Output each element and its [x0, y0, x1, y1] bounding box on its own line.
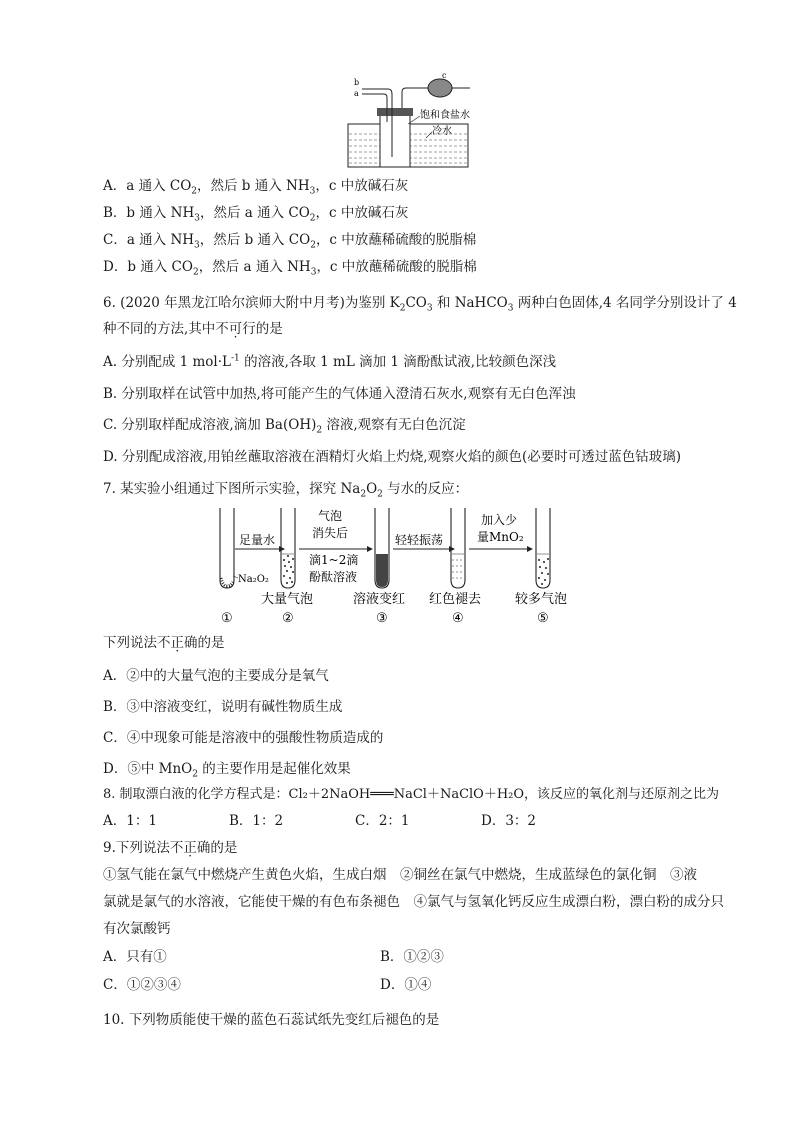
- test-tube-sequence-figure: [205, 504, 590, 626]
- arrow4-top-line1: 加入少: [481, 513, 518, 527]
- q7-stem: 7. 某实验小组通过下图所示实验，探究 $Na_2O_2$ 与水的反应：: [103, 481, 469, 500]
- q8-option-a: A．1：1: [103, 813, 157, 829]
- q9-option-d: D．①④: [380, 977, 432, 993]
- test-tube-4: [451, 508, 465, 588]
- arrow4-top-line2: 量MnO₂: [477, 530, 524, 544]
- caption-tube-4: 红色褪去: [429, 592, 482, 607]
- q9-body-line2: 氯就是氯气的水溶液，它能使干燥的有色布条褪色 ④氯气与氢氧化钙反应生成漂白粉，漂白粉的成分只: [103, 894, 724, 910]
- test-tube-5: [536, 508, 550, 588]
- emphasis-not-feasible: 不可行: [215, 321, 256, 337]
- arrow2-bottom-line1: 滴1~2滴: [309, 553, 359, 567]
- q5-option-a: A．a 通入 $CO_2$，然后 b 通入 $NH_3$，c 中放碱石灰: [103, 178, 409, 197]
- caption-tube-3: 溶液变红: [353, 592, 406, 607]
- q9-body-line1: ①氢气能在氯气中燃烧产生黄色火焰，生成白烟 ②铜丝在氯气中燃烧，生成蓝绿色的氯化铜 ③液: [103, 867, 697, 883]
- number-1: ①: [221, 611, 233, 626]
- q9-body-line3: 有次氯酸钙: [103, 921, 171, 937]
- q7-prompt: 下列说法不正确的是: [103, 635, 225, 651]
- q6-option-d: D. 分别配成溶液,用铂丝蘸取溶液在酒精灯火焰上灼烧,观察火焰的颜色(必要时可透过蓝色钴玻璃): [103, 449, 682, 465]
- stopper: [377, 108, 413, 116]
- apparatus-figure: [340, 72, 480, 172]
- test-tube-3: [375, 508, 389, 588]
- number-3: ③: [376, 611, 388, 626]
- q7-option-a: A．②中的大量气泡的主要成分是氧气: [103, 668, 329, 684]
- q7-option-c: C．④中现象可能是溶液中的强酸性物质造成的: [103, 730, 384, 746]
- arrow2-top-line1: 气泡: [318, 509, 343, 523]
- q7-option-b: B．③中溶液变红，说明有碱性物质生成: [103, 699, 343, 715]
- number-2: ②: [282, 611, 294, 626]
- label-brine: 饱和食盐水: [420, 110, 470, 121]
- label-a: a: [354, 89, 359, 98]
- q7-option-d: D．⑤中 MnO$_2$ 的主要作用是起催化效果: [103, 761, 351, 780]
- number-4: ④: [452, 611, 464, 626]
- emphasis-incorrect: 不正确: [157, 635, 198, 651]
- q6-stem-line1: 6. (2020 年黑龙江哈尔滨师大附中月考)为鉴别 $K_2CO_3$ 和 NaHCO$_3$ 两种白色固体,4 名同学分别设计了 4: [103, 295, 737, 314]
- q9-option-a: A．只有①: [103, 949, 167, 965]
- arrow1-label: 足量水: [239, 533, 276, 547]
- q6-option-c: C. 分别取样配成溶液,滴加 $Ba(OH)_2$ 溶液,观察有无白色沉淀: [103, 417, 466, 436]
- caption-tube-5: 较多气泡: [515, 592, 568, 607]
- q6-option-a: A. 分别配成 1 $mol\cdot L^{-1}$ 的溶液,各取 1 mL 滴加 1 滴酚酞试液,比较颜色深浅: [103, 353, 557, 370]
- number-5: ⑤: [537, 611, 549, 626]
- tube-c: [402, 88, 428, 108]
- caption-tube-2: 大量气泡: [261, 592, 314, 607]
- q8-option-c: C．2：1: [355, 813, 410, 829]
- q5-option-b: B．b 通入 $NH_3$，然后 a 通入 $CO_2$，c 中放碱石灰: [103, 205, 409, 224]
- q6-stem-line2: 种不同的方法,其中不可行的是: [103, 321, 283, 337]
- q9-option-b: B．①②③: [380, 949, 444, 965]
- arrow3-label: 轻轻振荡: [395, 533, 444, 547]
- q8-option-d: D．3：2: [481, 813, 537, 829]
- test-tube-2: [281, 508, 295, 588]
- q9-option-c: C．①②③④: [103, 977, 181, 993]
- label-cold-water: 冷水: [432, 126, 452, 137]
- q5-option-d: D．b 通入 $CO_2$，然后 a 通入 $NH_3$，c 中放蘸稀硫酸的脱脂棉: [103, 259, 477, 278]
- arrow2-bottom-line2: 酚酞溶液: [309, 570, 358, 584]
- arrow2-top-line2: 消失后: [312, 526, 349, 540]
- q5-option-c: C．a 通入 $NH_3$，然后 b 通入 $CO_2$，c 中放蘸稀硫酸的脱脂棉: [103, 232, 477, 251]
- emphasis-incorrect-q9: 不正确: [169, 840, 211, 856]
- label-c: c: [442, 72, 447, 80]
- label-na2o2: Na₂O₂: [238, 574, 269, 585]
- wash-bottle: [380, 112, 410, 167]
- q9-stem: 9.下列说法不正确的是: [103, 840, 238, 856]
- label-b: b: [354, 78, 360, 87]
- drying-bulb: [428, 79, 452, 97]
- q8-option-b: B．1：2: [229, 813, 284, 829]
- test-tube-1: [220, 508, 234, 588]
- q8-stem: 8. 制取漂白液的化学方程式是：Cl₂＋2NaOH═══NaCl＋NaClO＋H₂O，该反应的氧化剂与还原剂之比为: [103, 787, 720, 802]
- q6-option-b: B. 分别取样在试管中加热,将可能产生的气体通入澄清石灰水,观察有无白色浑浊: [103, 386, 576, 402]
- q10-stem: 10. 下列物质能使干燥的蓝色石蕊试纸先变红后褪色的是: [103, 1012, 440, 1028]
